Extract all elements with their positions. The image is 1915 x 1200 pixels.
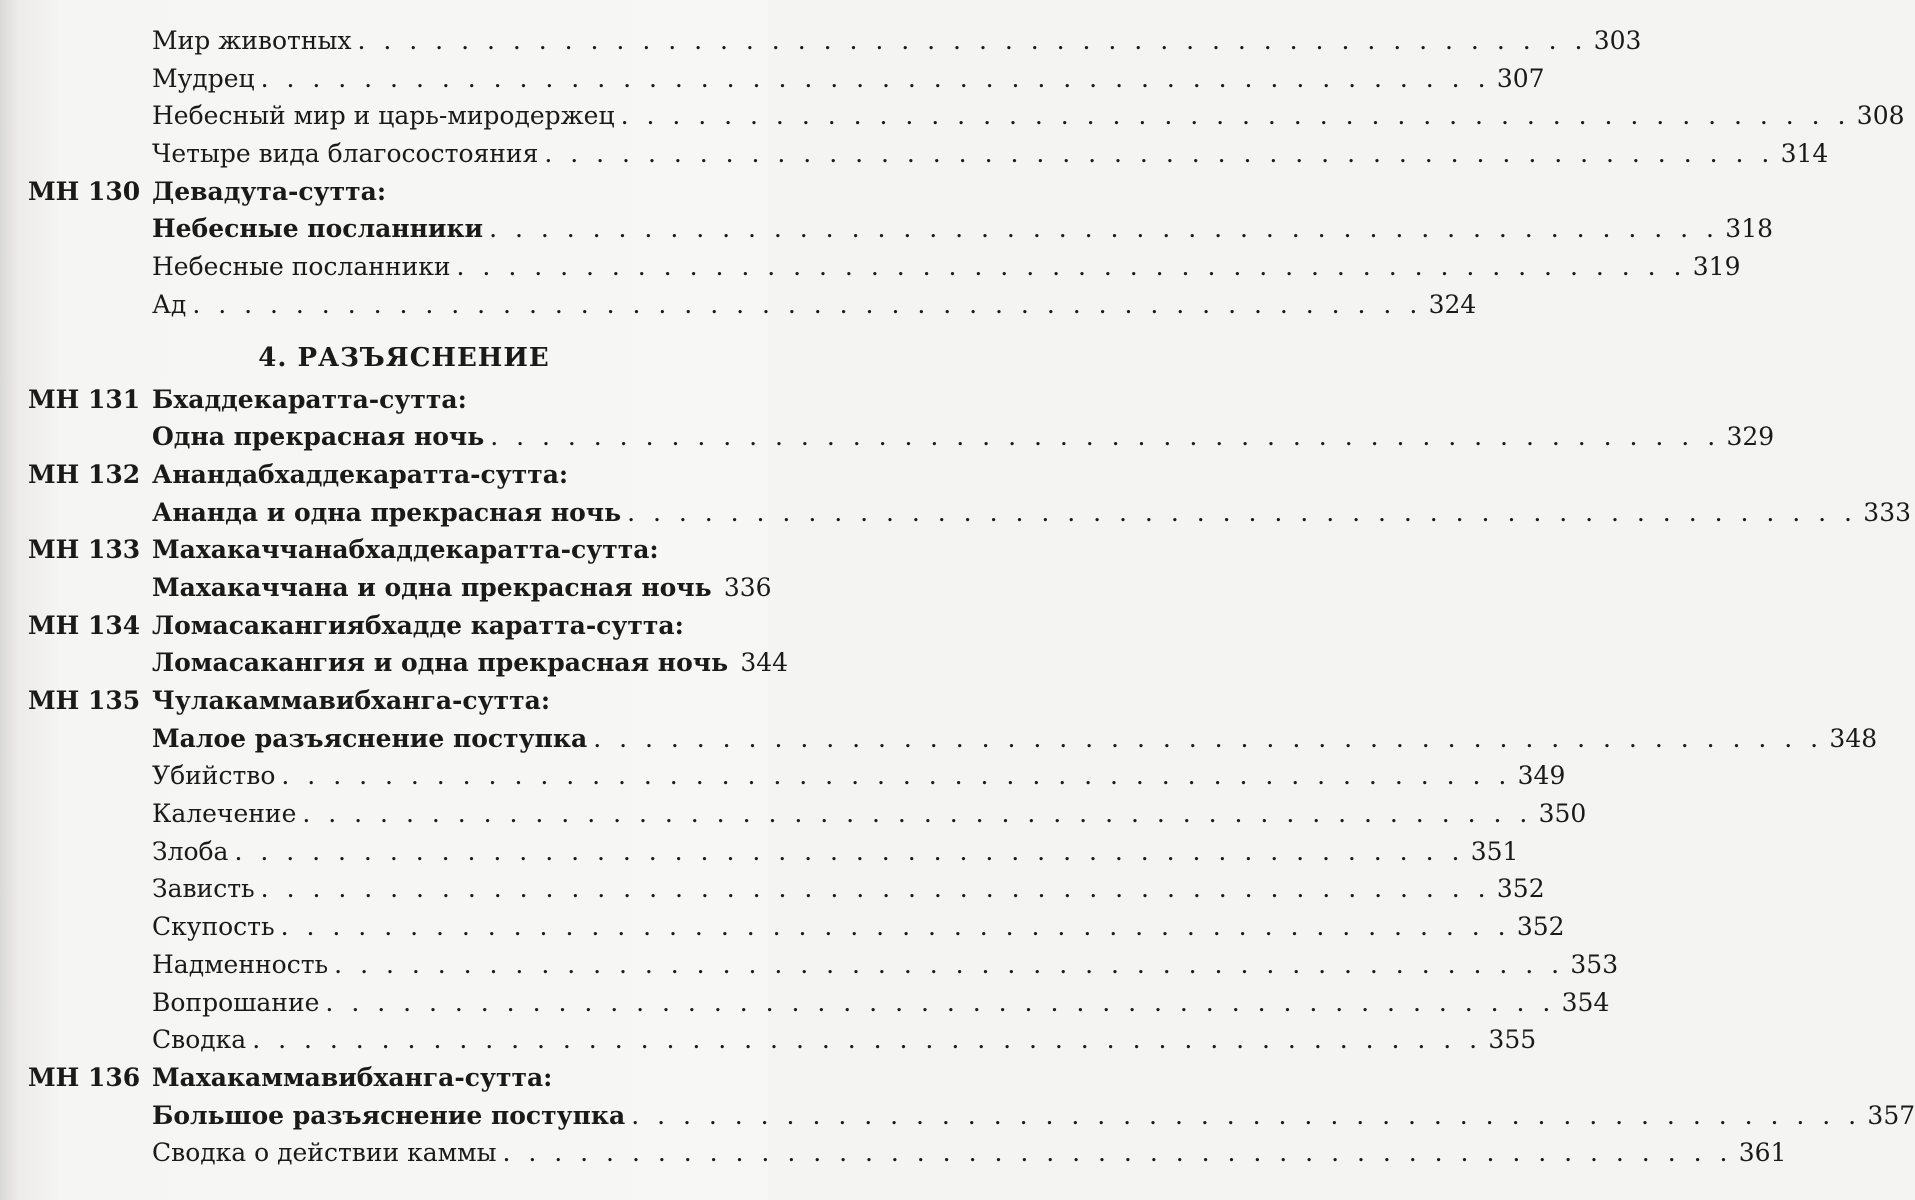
page-number: 336 (723, 572, 772, 602)
sutta-row (0, 682, 768, 720)
entry-line (152, 173, 740, 211)
toc-entry-row (0, 22, 1642, 60)
entry-line (152, 757, 1566, 795)
page-number: 355 (1488, 1025, 1537, 1055)
table-of-contents (0, 22, 1915, 1172)
page-number: 352 (1496, 874, 1545, 904)
dot-leader (490, 418, 1720, 456)
dot-leader (192, 286, 1422, 324)
entry-line (152, 135, 1829, 173)
entry-line (152, 908, 1565, 946)
section-heading-row (0, 324, 768, 381)
entry-line (152, 381, 740, 419)
toc-entry-row (0, 1021, 1537, 1059)
dot-leader (457, 248, 1687, 286)
page-number: 349 (1517, 761, 1566, 791)
entry-title: Скупость (152, 912, 275, 942)
entry-line (152, 494, 1912, 532)
toc-entry-row (0, 248, 1741, 286)
entry-line (152, 946, 1619, 984)
dot-leader (302, 795, 1532, 833)
entry-line (152, 1059, 740, 1097)
entry-title: Надменность (152, 949, 329, 979)
toc-entry-row (0, 795, 1587, 833)
dot-leader (544, 135, 1774, 173)
dot-leader (234, 833, 1464, 871)
sutta-title: Бхаддекаратта-сутта: (152, 384, 467, 414)
entry-line (152, 60, 1545, 98)
page-number: 350 (1538, 799, 1587, 829)
page-number: 352 (1516, 912, 1565, 942)
toc-entry-row (0, 1134, 1787, 1172)
entry-line (152, 682, 740, 720)
entry-title: Небесные посланники (152, 214, 484, 244)
entry-line (152, 456, 740, 494)
sutta-code: МН 135 (28, 686, 141, 715)
toc-entry-row (0, 286, 1477, 324)
entry-line (152, 833, 1519, 871)
toc-entry-row (0, 984, 1610, 1022)
page-number: 307 (1496, 63, 1545, 93)
section-title: 4. РАЗЪЯСНЕНИЕ (258, 342, 550, 373)
dot-leader (325, 984, 1555, 1022)
entry-line (152, 531, 740, 569)
entry-line (152, 607, 740, 645)
entry-title: Махакаччана и одна прекрасная ночь (152, 572, 712, 602)
dot-leader (621, 97, 1851, 135)
entry-title: Убийство (152, 761, 276, 791)
sutta-title: Махакаччанабхаддекаратта-сутта: (152, 535, 659, 565)
page-number: 348 (1829, 723, 1878, 753)
page-number: 308 (1856, 101, 1905, 131)
entry-line (152, 569, 772, 607)
dot-leader (593, 720, 1823, 758)
entry-title: Мудрец (152, 63, 255, 93)
page-number: 361 (1738, 1138, 1787, 1168)
dot-leader (261, 870, 1491, 908)
entry-line (152, 644, 789, 682)
entry-title: Малое разъяснение поступка (152, 723, 588, 753)
dot-leader (281, 757, 1511, 795)
sutta-code: МН 134 (28, 610, 141, 640)
sutta-code: МН 133 (28, 535, 141, 565)
toc-entry-row (0, 569, 772, 607)
page-number: 303 (1593, 26, 1642, 55)
sutta-code: МН 131 (28, 384, 141, 414)
sutta-code: МН 130 (28, 176, 141, 206)
toc-entry-row (0, 720, 1878, 758)
sutta-row (0, 173, 768, 211)
toc-entry-row (0, 60, 1545, 98)
toc-entry-row (0, 946, 1619, 984)
entry-title: Четыре вида благосостояния (152, 139, 539, 169)
toc-entry-row (0, 644, 789, 682)
page-number: 314 (1780, 139, 1829, 169)
dot-leader (252, 1021, 1482, 1059)
entry-line (152, 418, 1775, 456)
entry-title: Вопрошание (152, 987, 320, 1017)
sutta-title: Анандабхаддекаратта-сутта: (152, 459, 569, 489)
sutta-row (0, 456, 768, 494)
entry-line (152, 286, 1477, 324)
entry-line (152, 720, 1878, 758)
entry-title: Ананда и одна прекрасная ночь (152, 497, 622, 527)
entry-line (152, 210, 1774, 248)
entry-line (152, 870, 1545, 908)
entry-line (152, 984, 1610, 1022)
toc-entry-row (0, 135, 1829, 173)
entry-title: Мир животных (152, 26, 352, 55)
entry-title: Небесный мир и царь-миродержец (152, 101, 615, 131)
entry-line (152, 1134, 1787, 1172)
entry-title: Зависть (152, 874, 255, 904)
dot-leader (358, 22, 1588, 60)
sutta-title: Махакаммавибханга-сутта: (152, 1062, 553, 1092)
page-number: 354 (1561, 987, 1610, 1017)
sutta-title: Чулакаммавибханга-сутта: (152, 686, 551, 715)
sutta-code: МН 136 (28, 1062, 141, 1092)
entry-line (152, 22, 1642, 60)
entry-title: Сводка (152, 1025, 247, 1055)
toc-entry-row (0, 97, 1905, 135)
entry-line (152, 795, 1587, 833)
sutta-row (0, 607, 768, 645)
toc-entry-row (0, 418, 1775, 456)
dot-leader (502, 1134, 1732, 1172)
entry-title: Злоба (152, 836, 229, 866)
toc-entry-row (0, 870, 1545, 908)
sutta-row (0, 1059, 768, 1097)
toc-entry-row (0, 1097, 1915, 1135)
page-number: 319 (1692, 252, 1741, 282)
page-number: 351 (1470, 836, 1519, 866)
entry-line (152, 1021, 1537, 1059)
sutta-row (0, 531, 768, 569)
entry-title: Большое разъяснение поступка (152, 1100, 626, 1130)
sutta-title: Девадута-сутта: (152, 176, 387, 206)
sutta-row (0, 381, 768, 419)
dot-leader (489, 210, 1719, 248)
dot-leader (631, 1097, 1861, 1135)
entry-title: Ад (152, 289, 187, 319)
entry-title: Калечение (152, 799, 297, 829)
entry-line (152, 1097, 1915, 1135)
entry-title: Небесные посланники (152, 252, 451, 282)
page-number: 357 (1867, 1100, 1915, 1130)
dot-leader (281, 908, 1511, 946)
entry-line (152, 97, 1905, 135)
page-number: 329 (1726, 422, 1775, 452)
sutta-code: МН 132 (28, 459, 141, 489)
sutta-title: Ломасакангиябхадде каратта-сутта: (152, 610, 684, 640)
entry-line (152, 248, 1741, 286)
toc-entry-row (0, 908, 1565, 946)
toc-entry-row (0, 833, 1519, 871)
page-number: 318 (1725, 214, 1774, 244)
entry-title: Одна прекрасная ночь (152, 422, 485, 452)
page-number: 324 (1428, 289, 1477, 319)
entry-title: Сводка о действии каммы (152, 1138, 497, 1168)
toc-entry-row (0, 494, 1912, 532)
entry-title: Ломасакангия и одна прекрасная ночь (152, 648, 729, 678)
dot-leader (334, 946, 1564, 984)
page-number: 344 (740, 648, 789, 678)
toc-entry-row (0, 757, 1566, 795)
page-number: 353 (1570, 949, 1619, 979)
dot-leader (261, 60, 1491, 98)
page-number: 333 (1863, 497, 1912, 527)
toc-entry-row (0, 210, 1774, 248)
dot-leader (627, 494, 1857, 532)
